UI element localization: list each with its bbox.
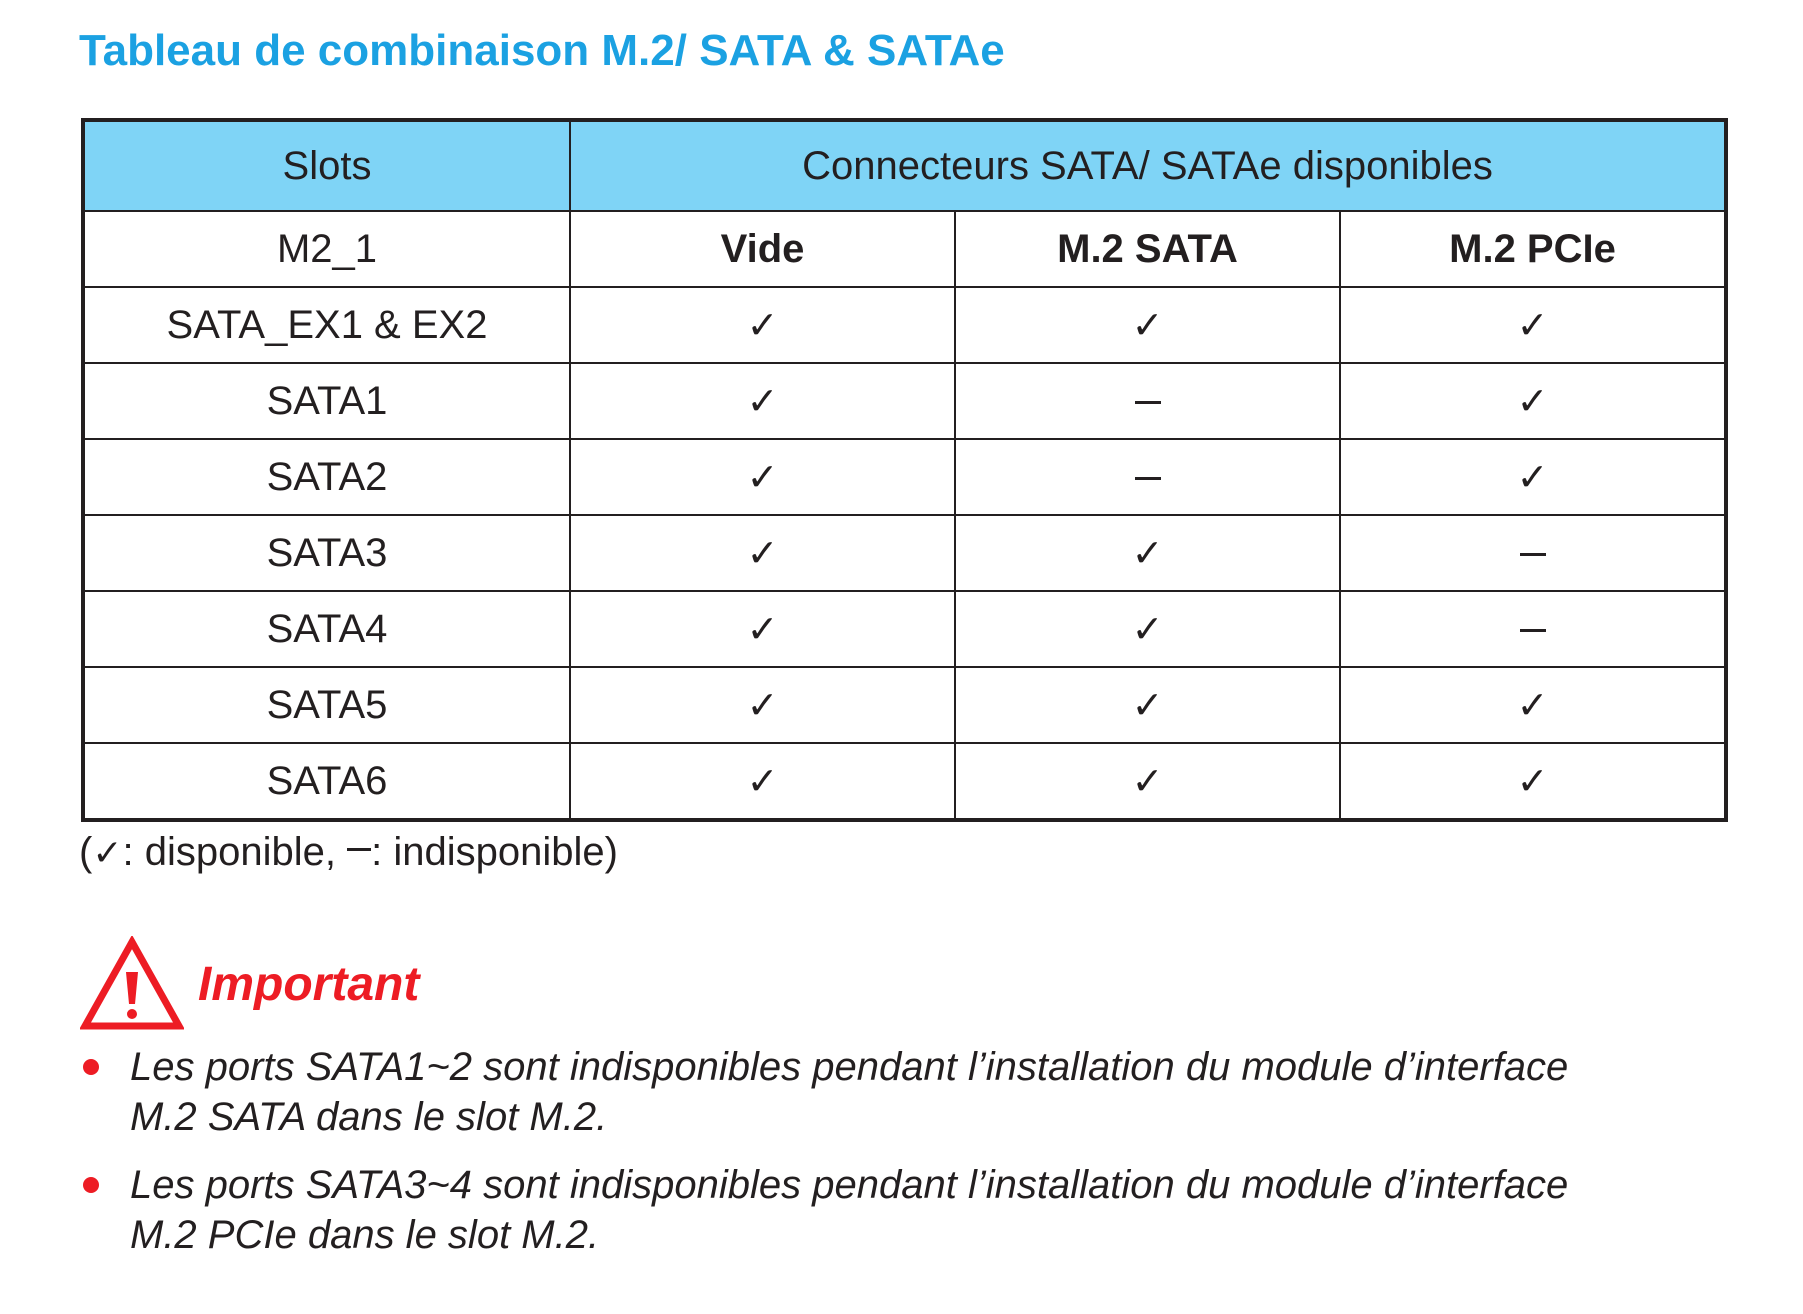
- check-icon: ✓: [746, 682, 779, 727]
- row-label: SATA_EX1 & EX2: [83, 287, 570, 363]
- table-cell: [955, 591, 1340, 667]
- table-cell: [1340, 591, 1726, 667]
- row-label: SATA3: [83, 515, 570, 591]
- dash-icon: [1520, 553, 1546, 556]
- check-icon: ✓: [92, 833, 123, 874]
- table-cell: [1340, 287, 1726, 363]
- table-cell: [1340, 439, 1726, 515]
- table-row: [83, 591, 1726, 667]
- bullet-dot-icon: [83, 1177, 99, 1193]
- header-slots: Slots: [83, 120, 570, 211]
- check-icon: ✓: [746, 606, 779, 651]
- check-icon: ✓: [746, 454, 779, 499]
- table-cell: [1340, 667, 1726, 743]
- legend-available: : disponible,: [122, 830, 348, 874]
- bullet-dot-icon: [83, 1059, 99, 1075]
- note-text: M.2 SATA dans le slot M.2.: [130, 1095, 608, 1139]
- table-row: [83, 515, 1726, 591]
- important-label: Important: [198, 957, 420, 1011]
- table-cell: [955, 287, 1340, 363]
- table-row: [83, 439, 1726, 515]
- list-item: [80, 1160, 1720, 1260]
- check-icon: ✓: [1516, 302, 1549, 347]
- combination-table: [81, 118, 1728, 822]
- note-text: Les ports SATA3~4 sont indisponibles pendant l’installation du module d’interface: [130, 1163, 1569, 1207]
- table-row: [83, 287, 1726, 363]
- check-icon: ✓: [746, 758, 779, 803]
- table-cell: [570, 743, 955, 820]
- table-cell: [570, 439, 955, 515]
- check-icon: ✓: [1131, 682, 1164, 727]
- table-cell: [570, 287, 955, 363]
- table-cell: [570, 363, 955, 439]
- check-icon: ✓: [746, 302, 779, 347]
- subheader-label: M2_1: [83, 211, 570, 287]
- important-heading: [80, 936, 419, 1032]
- legend-unavailable: : indisponible): [371, 830, 618, 874]
- row-label: SATA1: [83, 363, 570, 439]
- dash-icon: [1135, 401, 1161, 404]
- list-item: [80, 1042, 1720, 1142]
- row-label: SATA5: [83, 667, 570, 743]
- table-cell: [570, 515, 955, 591]
- table-cell: [570, 667, 955, 743]
- table-cell: [955, 667, 1340, 743]
- table-subheader-row: [83, 211, 1726, 287]
- row-label: SATA6: [83, 743, 570, 820]
- table-cell: [1340, 515, 1726, 591]
- check-icon: ✓: [1516, 682, 1549, 727]
- table-row: [83, 667, 1726, 743]
- check-icon: ✓: [1131, 302, 1164, 347]
- legend-open: (: [79, 830, 93, 874]
- page-title: Tableau de combinaison M.2/ SATA & SATAe: [79, 26, 1005, 75]
- warning-triangle-icon: [80, 936, 184, 1032]
- check-icon: ✓: [746, 378, 779, 423]
- table-cell: [955, 515, 1340, 591]
- check-icon: ✓: [1131, 758, 1164, 803]
- check-icon: ✓: [1516, 454, 1549, 499]
- column-header-m2-pcie: M.2 PCIe: [1340, 211, 1726, 287]
- note-text: Les ports SATA1~2 sont indisponibles pendant l’installation du module d’interface: [130, 1045, 1569, 1089]
- notes-list: [80, 1042, 1720, 1278]
- dash-icon: [1520, 629, 1546, 632]
- table-cell: [1340, 743, 1726, 820]
- table-cell: [955, 439, 1340, 515]
- table-cell: [570, 591, 955, 667]
- table-cell: [955, 743, 1340, 820]
- row-label: SATA4: [83, 591, 570, 667]
- check-icon: ✓: [1131, 606, 1164, 651]
- note-text: M.2 PCIe dans le slot M.2.: [130, 1213, 600, 1257]
- table-header-row: [83, 120, 1726, 211]
- table-body: [83, 287, 1726, 820]
- table-row: [83, 743, 1726, 820]
- check-icon: ✓: [1131, 530, 1164, 575]
- table-cell: [1340, 363, 1726, 439]
- check-icon: ✓: [746, 530, 779, 575]
- table-row: [83, 363, 1726, 439]
- header-connectors: Connecteurs SATA/ SATAe disponibles: [570, 120, 1726, 211]
- check-icon: ✓: [1516, 758, 1549, 803]
- dash-icon: [347, 848, 371, 851]
- column-header-m2-sata: M.2 SATA: [955, 211, 1340, 287]
- dash-icon: [1135, 477, 1161, 480]
- row-label: SATA2: [83, 439, 570, 515]
- check-icon: ✓: [1516, 378, 1549, 423]
- column-header-vide: Vide: [570, 211, 955, 287]
- table-cell: [955, 363, 1340, 439]
- table-legend: [79, 830, 618, 875]
